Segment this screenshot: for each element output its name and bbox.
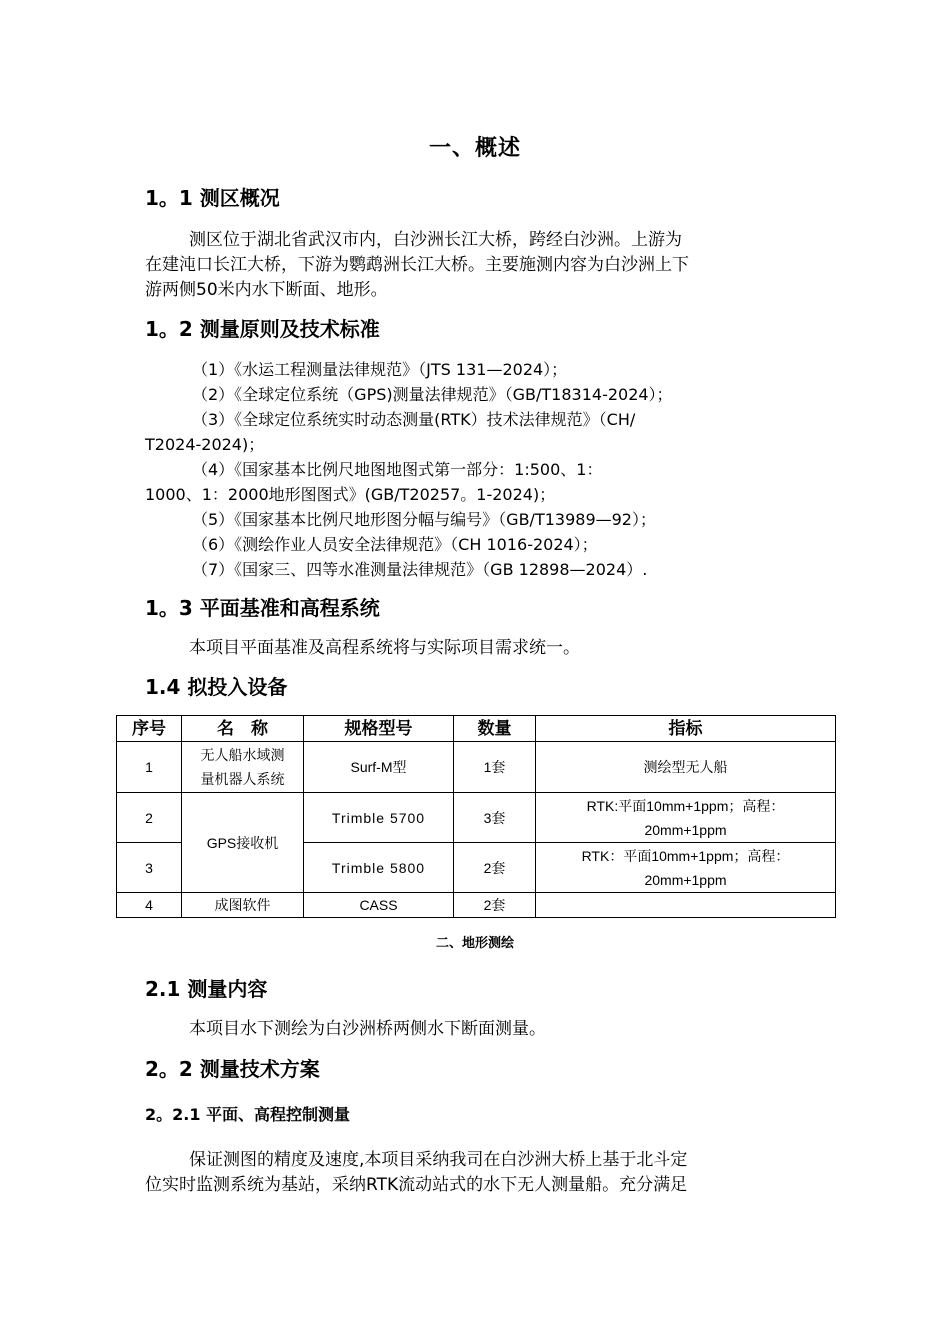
- cell-line: 无人船水域测: [200, 747, 285, 763]
- section-1-1-heading: 1。1 测区概况: [145, 186, 280, 210]
- section-2-title: 二、地形测绘: [435, 936, 514, 951]
- cell-no: 2: [117, 793, 182, 843]
- cell-spec: [536, 843, 836, 893]
- cell-line: 量机器人系统: [200, 771, 285, 787]
- header-cell: 序号: [117, 716, 182, 742]
- section-2-1-heading: 2.1 测量内容: [145, 977, 268, 1001]
- standard-item: （2）《全球定位系统（GPS)测量法律规范》（GB/T18314-2024）；: [192, 385, 673, 404]
- cell-no: 1: [117, 742, 182, 793]
- paragraph-line: 保证测图的精度及速度,本项目采纳我司在白沙洲大桥上基于北斗定: [189, 1150, 688, 1170]
- cell-qty: 2套: [454, 893, 536, 918]
- equipment-table: [116, 715, 836, 918]
- cell-qty: 2套: [454, 843, 536, 893]
- cell-line: RTK:平面10mm+1ppm；高程：: [586, 797, 785, 814]
- cell-name: 成图软件: [182, 893, 304, 918]
- cell-spec: [536, 793, 836, 843]
- cell-model: Trimble 5800: [304, 843, 454, 893]
- cell-spec: [536, 893, 836, 918]
- standard-item: （4）《国家基本比例尺地图地图式第一部分：1:500、1：: [192, 460, 603, 479]
- standard-item: （1）《水运工程测量法律规范》（JTS 131—2024）；: [192, 360, 568, 379]
- cell-name: [182, 742, 304, 793]
- header-cell: 指标: [536, 716, 836, 742]
- cell-no: 4: [117, 893, 182, 918]
- cell-model: Surf-M型: [304, 742, 454, 793]
- standard-item-continuation: T2024-2024)；: [145, 435, 265, 454]
- standard-item: （6）《测绘作业人员安全法律规范》（CH 1016-2024）；: [192, 535, 598, 554]
- section-1-1-paragraph: [145, 228, 815, 303]
- header-cell: 规格型号: [304, 716, 454, 742]
- standard-item: （3）《全球定位系统实时动态测量(RTK）技术法律规范》（CH/: [192, 410, 636, 429]
- header-cell: 名 称: [182, 716, 304, 742]
- section-1-4-heading: 1.4 拟投入设备: [145, 675, 288, 699]
- table-header-row: [117, 716, 836, 742]
- paragraph-line: 位实时监测系统为基站，采纳RTK流动站式的水下无人测量船。充分满足: [145, 1175, 688, 1195]
- cell-no: 3: [117, 843, 182, 893]
- section-1-3-heading: 1。3 平面基准和高程系统: [145, 596, 380, 620]
- section-2-2-1-heading: 2。2.1 平面、高程控制测量: [145, 1105, 351, 1124]
- cell-line: 20mm+1ppm: [644, 871, 727, 888]
- section-2-2-1-paragraph: [145, 1148, 815, 1198]
- cell-model: CASS: [304, 893, 454, 918]
- paragraph-line: 测区位于湖北省武汉市内，白沙洲长江大桥，跨经白沙洲。上游为: [189, 230, 682, 250]
- section-2-1-paragraph: 本项目水下测绘为白沙洲桥两侧水下断面测量。: [189, 1019, 546, 1039]
- cell-line: RTK：平面10mm+1ppm；高程：: [581, 847, 790, 864]
- cell-qty: 1套: [454, 742, 536, 793]
- cell-name: GPS接收机: [182, 793, 304, 893]
- paragraph-line: 游两侧50米内水下断面、地形。: [145, 280, 388, 300]
- section-1-2-heading: 1。2 测量原则及技术标准: [145, 317, 380, 341]
- section-1-3-paragraph: 本项目平面基准及高程系统将与实际项目需求统一。: [189, 638, 580, 658]
- cell-line: 20mm+1ppm: [644, 821, 727, 838]
- cell-spec: 测绘型无人船: [536, 742, 836, 793]
- paragraph-line: 在建沌口长江大桥，下游为鹦鹉洲长江大桥。主要施测内容为白沙洲上下: [145, 255, 689, 275]
- standards-list: [145, 357, 825, 582]
- table-row: [117, 893, 836, 918]
- section-2-2-heading: 2。2 测量技术方案: [145, 1057, 320, 1081]
- standard-item-continuation: 1000、1：2000地形图图式》(GB/T20257。1-2024)；: [145, 485, 556, 504]
- cell-model: Trimble 5700: [304, 793, 454, 843]
- table-row: [117, 793, 836, 843]
- cell-qty: 3套: [454, 793, 536, 843]
- chapter-title: 一、概述: [428, 136, 521, 161]
- table-row: [117, 742, 836, 793]
- standard-item: （5）《国家基本比例尺地形图分幅与编号》（GB/T13989—92）；: [192, 510, 656, 529]
- standard-item: （7）《国家三、四等水准测量法律规范》（GB 12898—2024）.: [192, 560, 648, 579]
- header-cell: 数量: [454, 716, 536, 742]
